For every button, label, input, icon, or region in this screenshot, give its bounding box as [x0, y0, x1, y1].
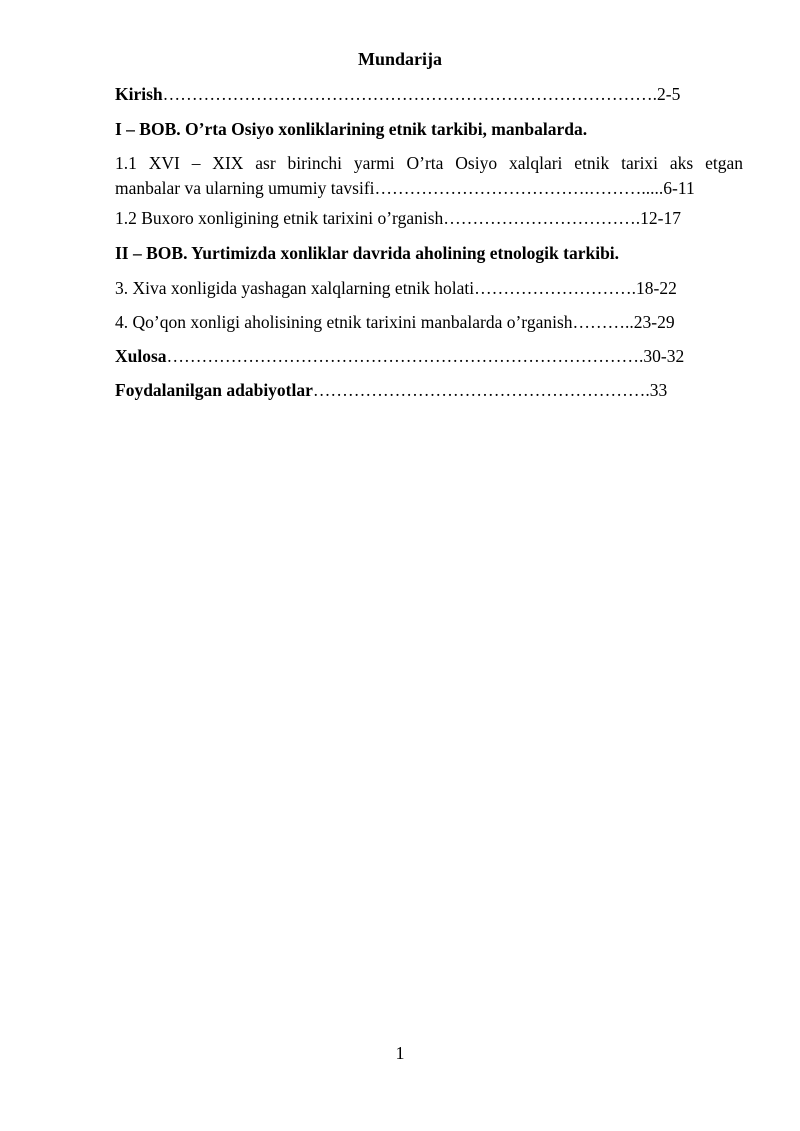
page-number: 1	[395, 1043, 405, 1063]
toc-page-range: 2-5	[657, 84, 681, 104]
toc-page-range: 12-17	[640, 208, 681, 228]
toc-chapter-1-heading: I – BOB. O’rta Osiyo xonliklarining etnik tarkibi, manbalarda.	[115, 119, 588, 139]
toc-entry-4	[115, 310, 675, 334]
toc-leader-dots: ………..	[572, 312, 634, 332]
toc-entry-line	[115, 176, 743, 201]
toc-entry-1-1	[115, 151, 743, 201]
toc-page-range: 18-22	[636, 278, 677, 298]
toc-entry-line: 1.1 XVI – XIX asr birinchi yarmi O’rta Osiyo xalqlari etnik tarixi aks etgan	[115, 153, 743, 173]
toc-leader-dots: ……………………………………………………………………….	[166, 346, 644, 366]
toc-entry-label: Foydalanilgan adabiyotlar	[115, 380, 313, 400]
toc-entry-label: manbalar va ularning umumiy tavsifi	[115, 178, 375, 198]
toc-chapter-2-heading: II – BOB. Yurtimizda xonliklar davrida aholining etnologik tarkibi.	[115, 243, 620, 263]
toc-entry-label: 4. Qo’qon xonligi aholisining etnik tarixini manbalarda o’rganish	[115, 312, 573, 332]
toc-leader-dots: …………………………….	[443, 208, 641, 228]
toc-entry-xulosa	[115, 344, 684, 368]
toc-page-range: 6-11	[663, 178, 695, 198]
toc-leader-dots: ………………………………………………….	[312, 380, 650, 400]
toc-entry-3	[115, 276, 677, 300]
toc-entry-label: 1.2 Buxoro xonligining etnik tarixini o’rganish	[115, 208, 444, 228]
toc-leader-dots: ………………………………………………………………………….	[162, 84, 658, 104]
toc-title: Mundarija	[357, 49, 442, 69]
toc-leader-dots: ……………………….	[474, 278, 637, 298]
toc-entry-label: Kirish	[115, 84, 163, 104]
toc-entry-kirish	[115, 82, 680, 106]
toc-entry-1-2	[115, 206, 681, 230]
toc-entry-adabiyotlar	[115, 378, 667, 402]
toc-page-range: 33	[649, 380, 668, 400]
toc-entry-label: Xulosa	[115, 346, 167, 366]
toc-entry-label: 3. Xiva xonligida yashagan xalqlarning etnik holati	[115, 278, 475, 298]
toc-leader-dots: ……………………………….……….....	[374, 178, 664, 198]
toc-page-range: 30-32	[643, 346, 685, 366]
toc-page-range: 23-29	[633, 312, 675, 332]
